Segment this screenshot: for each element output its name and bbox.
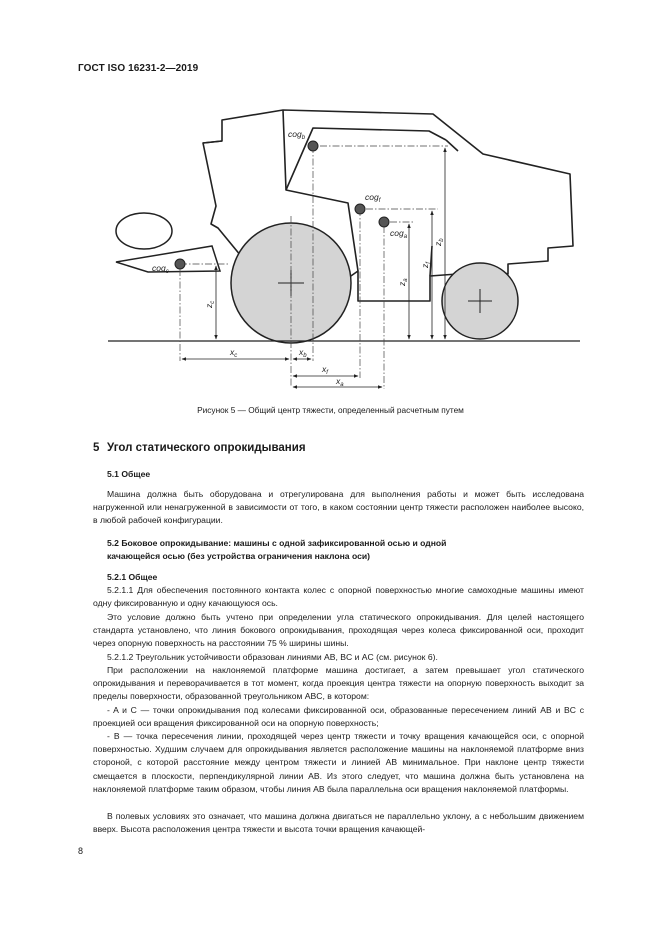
paragraph-field-conditions: В полевых условиях это означает, что машина должна двигаться не параллельно уклону, а с небольшим движением вверх. Высота расположения центра тяжести и высота точки вращения качающей-: [93, 811, 584, 835]
document-header: ГОСТ ISO 16231-2—2019: [78, 63, 199, 74]
page-number: 8: [78, 846, 84, 856]
label-cog-b: cog$_b$: [288, 129, 306, 141]
paragraph-5-2-1-2: 5.2.1.2 Треугольник устойчивости образован линиями AB, BC и AC (см. рисунок 6).: [107, 652, 438, 662]
paragraph-5-1: Машина должна быть оборудована и отрегулирована для выполнения работы и может быть исследована нагруженной или ненагруженной в зависимости от того, в каком состоянии центр тяжести расположен наиболее высоко, в любой рабочей конфигурации.: [93, 489, 584, 526]
label-xb: $x_b$: [299, 347, 307, 359]
section-5-2-heading: 5.2 Боковое опрокидывание: машины с одной зафиксированной осью и одной качающейся осью (без устройства ограничения наклона оси): [107, 538, 447, 561]
list-item-a-c: - A и C — точки опрокидывания под колесами фиксированной оси, образованные пересечением линий AB и BC с проекцией оси вращения фиксированной оси на опорную поверхность;: [93, 705, 584, 729]
label-zf: $z_f$: [420, 262, 432, 268]
section-5-2-1-heading: 5.2.1 Общее: [107, 572, 158, 582]
label-zb: $z_b$: [433, 238, 445, 246]
combine-harvester-figure: [108, 96, 588, 396]
label-cog-a: cog$_a$: [390, 228, 408, 240]
label-xa: $x_a$: [336, 376, 344, 388]
figure-caption: Рисунок 5 — Общий центр тяжести, определенный расчетным путем: [197, 405, 464, 415]
label-xf: $x_f$: [322, 364, 328, 376]
label-cog-c: cog$_c$: [152, 263, 169, 275]
label-zc: $z_c$: [204, 300, 216, 308]
cog-b-point: [308, 141, 318, 151]
cog-c-point: [175, 259, 185, 269]
section-5-1-heading: 5.1 Общее: [107, 469, 151, 479]
cog-f-point: [355, 204, 365, 214]
cog-a-point: [379, 217, 389, 227]
paragraph-5-2-1-1: 5.2.1.1 Для обеспечения постоянного контакта колес с опорной поверхностью многие самоходные машины имеют одну фиксированную и одну качающуюся ось.: [93, 585, 584, 609]
rear-wheel: [442, 263, 518, 339]
section-5-heading: 5 Угол статического опрокидывания: [93, 442, 306, 454]
header-reel: [116, 213, 220, 272]
label-xc: $x_c$: [230, 347, 238, 359]
label-za: $z_a$: [397, 278, 409, 286]
paragraph-5-2-1-1-b: Это условие должно быть учтено при определении угла статического опрокидывания. Для целей настоящего стандарта установлено, что линия бокового опрокидывания, проходящая через колеса фиксированной оси, проходит через опорную поверхность на расстоянии 75 % ширины шины.: [93, 612, 584, 649]
horizontal-dimensions: [182, 359, 382, 387]
list-item-b: - B — точка пересечения линии, проходящей через центр тяжести и точку вращения качающейся оси, с опорной поверхностью. Худшим случаем для опрокидывания является расположение машины на наклоняемой платформе вниз стороной, с которой расстояние между центром тяжести и линией AB минимальное. При наклоне центр тяжести смещается в плоскости, перпендикулярной линии AB. Из этого следует, что машина должна быть установлена на наклоняемой платформе таким образом, чтобы линия AB была параллельна оси вращения наклоняемой платформы.: [93, 731, 584, 794]
label-cog-f: cog$_f$: [365, 192, 381, 204]
paragraph-5-2-1-2-b: При расположении на наклоняемой платформе машина достигает, а затем превышает угол статического опрокидывания и переворачивается в тот момент, когда проекция центра тяжести на опорную поверхность выходит за пределы поверхности, образованной треугольником ABC, в котором:: [93, 665, 584, 702]
